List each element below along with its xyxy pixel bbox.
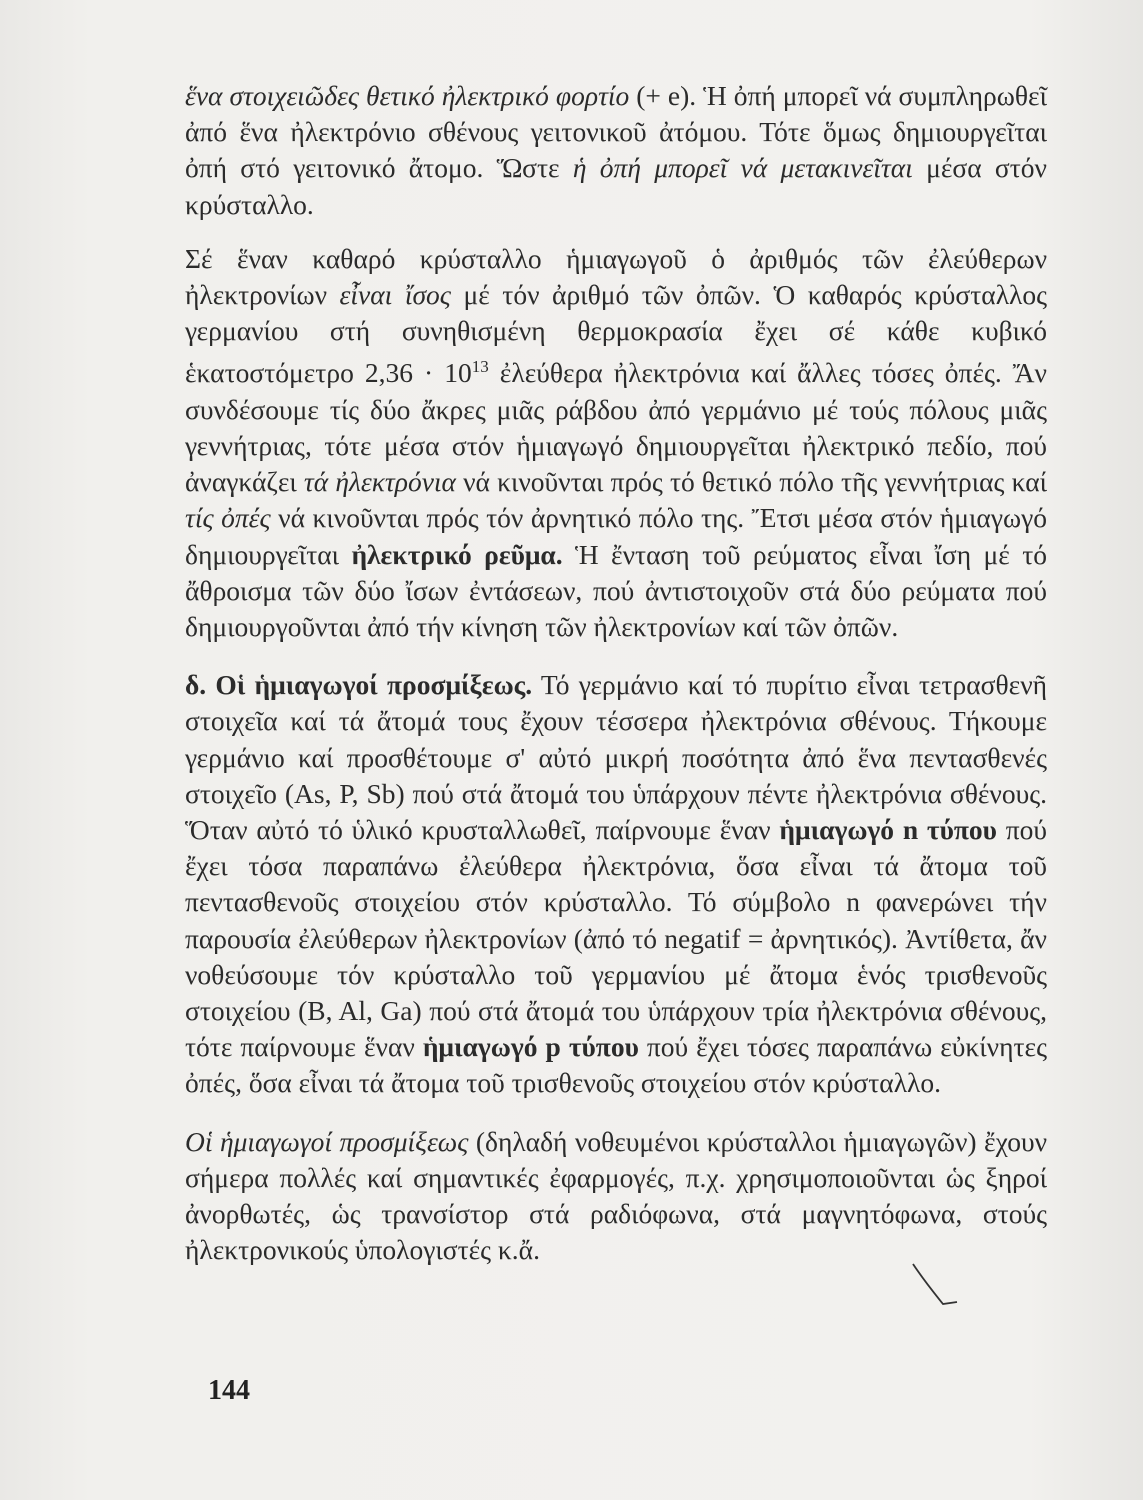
text-run: (δηλαδή νοθευμένοι κρύσταλλοι ἡμιαγωγῶν) ἔχουν σήμερα πολλές καί σημαντικές ἐφαρμογές, π.χ. χρησιμοποιοῦνται ὡς ξηροί ἀνορθωτές, ὡς τρανσίστορ στά ραδιόφωνα, στά μαγνητόφωνα, στούς ἠλεκτρονικούς ὑπολογιστές κ.ἄ. — [185, 1125, 1047, 1266]
body-text — [185, 78, 1047, 1268]
handwritten-mark — [905, 1258, 965, 1318]
text-run: ἕνα στοιχειῶδες θετικό ἠλεκτρικό φορτίο — [185, 80, 630, 111]
text-run: Οἱ ἡμιαγωγοί προσμίξεως — [185, 1125, 469, 1157]
text-run: ἡμιαγωγό p τύπου — [422, 1031, 639, 1063]
text-run: δ. Οἱ ἡμιαγωγοί προσμίξεως. — [185, 669, 533, 701]
page-number: 144 — [208, 1375, 250, 1406]
text-run: μέσα στόν κρύσταλλο. — [185, 152, 1047, 220]
text-run: νά κινοῦνται πρός τό θετικό πόλο τῆς γεννήτριας καί — [455, 466, 1047, 498]
text-run: ἡμιαγωγό n τύπου — [779, 814, 997, 846]
text-run: μέ τόν ἀριθμό τῶν ὀπῶν. Ὁ καθαρός κρύσταλλος γερμανίου στή συνηθισμένη θερμοκρασία ἔχει σέ κάθε κυβικό ἑκατοστόμετρο 2,36 · 10 — [185, 279, 1048, 389]
paragraph-1 — [185, 78, 1047, 223]
text-run: Σέ ἕναν καθαρό κρύσταλλο ἡμιαγωγοῦ ὁ ἀριθμός τῶν ἐλεύθερων ἠλεκτρονίων — [185, 242, 1047, 311]
text-run: εἶναι ἴσος — [339, 279, 451, 311]
paragraph-3 — [185, 667, 1047, 1101]
text-run: ἡ ὀπή μπορεῖ νά μετακινεῖται — [572, 152, 913, 184]
text-run: νά κινοῦνται πρός τόν ἀρνητικό πόλο της. Ἔτσι μέσα στόν ἡμιαγωγό δημιουργεῖται — [185, 502, 1047, 570]
text-run: πού ἔχει τόσα παραπάνω ἐλεύθερα ἠλεκτρόνια, ὅσα εἶναι τά ἄτομα τοῦ πεντασθενοῦς στοιχείου στόν κρύσταλλο. Τό σύμβολο n φανερώνει τήν παρουσία ἐλεύθερων ἠλεκτρονίων (ἀπό τό negatif = ἀρνητικός). Ἀντίθετα, ἄν νοθεύσουμε τόν κρύσταλλο τοῦ γερμανίου μέ ἄτομα ἑνός τρισθενοῦς στοιχείου (B, Al, Ga) πού στά ἄτομά του ὑπάρχουν τρία ἠλεκτρόνια σθένους, τότε παίρνουμε ἕναν — [185, 814, 1048, 1063]
text-run: Ἡ ἔνταση τοῦ ρεύματος εἶναι ἴση μέ τό ἄθροισμα τῶν δύο ἴσων ἐντάσεων, πού ἀντιστοιχοῦν στά δύο ρεύματα πού δημιουργοῦνται ἀπό τήν κίνηση τῶν ἠλεκτρονίων καί τῶν ὀπῶν. — [185, 538, 1047, 642]
text-run: πού ἔχει τόσες παραπάνω εὐκίνητες ὀπές, ὅσα εἶναι τά ἄτομα τοῦ τρισθενοῦς στοιχείου στόν κρύσταλλο. — [185, 1031, 1047, 1099]
text-run: 13 — [471, 357, 489, 377]
paragraph-4 — [185, 1124, 1047, 1269]
text-run: Τό γερμάνιο καί τό πυρίτιο εἶναι τετρασθενῆ στοιχεῖα καί τά ἄτομά τους ἔχουν τέσσερα ἠλεκτρόνια σθένους. Τήκουμε γερμάνιο καί προσθέτουμε σ' αὐτό μικρή ποσότητα ἀπό ἕνα πεντασθενές στοιχεῖο (As, P, Sb) πού στά ἄτομά του ὑπάρχουν πέντε ἠλεκτρόνια σθένους. Ὅταν αὐτό τό ὑλικό κρυσταλλωθεῖ, παίρνουμε ἕναν — [185, 669, 1048, 846]
text-run: ἐλεύθερα ἠλεκτρόνια καί ἄλλες τόσες ὀπές. Ἄν συνδέσουμε τίς δύο ἄκρες μιᾶς ράβδου ἀπό γερμάνιο μέ τούς πόλους μιᾶς γεννήτριας, τότε μέσα στόν ἡμιαγωγό δημιουργεῖται ἠλεκτρικό πεδίο, πού ἀναγκάζει — [185, 357, 1047, 498]
text-run: τίς ὀπές — [185, 502, 271, 534]
text-run: ἠλεκτρικό ρεῦμα. — [351, 538, 563, 570]
paragraph-2 — [185, 241, 1047, 645]
text-run: (+ e). Ἡ ὀπή μπορεῖ νά συμπληρωθεῖ ἀπό ἕνα ἠλεκτρόνιο σθένους γειτονικοῦ ἀτόμου. Τότε ὅμως δημιουργεῖται ὀπή στό γειτονικό ἄτομο. Ὥστε — [185, 80, 1048, 184]
text-run: τά ἠλεκτρόνια — [303, 466, 456, 498]
